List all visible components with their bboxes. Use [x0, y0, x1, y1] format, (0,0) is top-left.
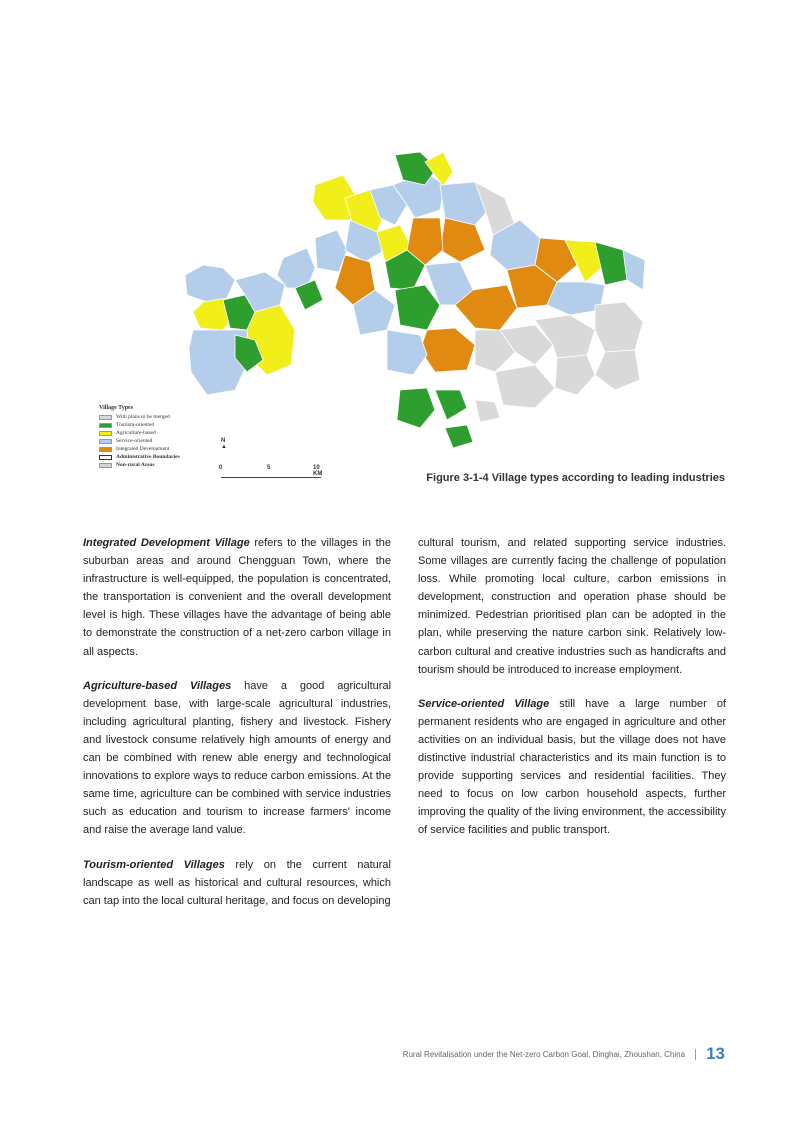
scale-end: 10 KM [313, 465, 323, 477]
term-service: Service-oriented Village [418, 697, 550, 710]
legend-swatch [99, 463, 112, 468]
legend-title: Village Types [99, 405, 134, 411]
legend-label: Service-oriented [116, 438, 153, 444]
text-tourism-cont: cultural tourism, and related supporting service industries. Some villages are currently facing the challenge of population loss. While promoting local culture, carbon emissions in development, construction and operation phase should be minimized. Pedestrian prioritised plan can be adopted in the plan, while preserving the nature carbon sink. Relatively low-carbon cultural and creative industries such as handicrafts and tourism should be introduced to increase employment. [418, 537, 726, 676]
map-region [435, 390, 467, 420]
north-arrow-icon: ▲ [221, 444, 227, 450]
north-label: N [221, 438, 226, 444]
footer-divider [695, 1049, 696, 1060]
map-region [397, 388, 435, 428]
page-number: 13 [706, 1044, 725, 1063]
legend-label: Tourism-oriented [116, 422, 155, 428]
legend-label: Administrative Boundaries [116, 454, 180, 460]
village-types-map-figure [95, 90, 735, 500]
legend-item [99, 421, 219, 429]
map-region [595, 350, 640, 390]
legend-item [99, 413, 219, 421]
figure-caption: Figure 3-1-4 Village types according to leading industries [426, 472, 725, 484]
legend-item [99, 453, 219, 461]
map-region [440, 218, 485, 262]
map-region [420, 328, 475, 372]
legend-label: With plans to be merged [116, 414, 170, 420]
legend-swatch [99, 439, 112, 444]
scale-start: 0 [219, 465, 223, 471]
map-region [555, 355, 595, 395]
legend-swatch [99, 455, 112, 460]
legend-label: Integrated Development [116, 446, 170, 452]
scale-mid: 5 [267, 465, 271, 471]
map-region [595, 302, 643, 352]
legend-label: Agriculture-based [116, 430, 156, 436]
legend-item [99, 437, 219, 445]
scale-bar [219, 465, 329, 485]
text-integrated: refers to the villages in the suburban areas and around Chengguan Town, where the infrastructure is well-equipped, the population is concentrated, the transportation is convenient and the overall development level is high. These villages have the advantage of being able to demonstrate the construction of a net-zero carbon village in all aspects. [83, 537, 391, 658]
legend-item [99, 461, 219, 469]
paragraph-agriculture [83, 677, 391, 840]
left-column [83, 534, 391, 926]
term-agriculture: Agriculture-based Villages [83, 679, 232, 692]
map-region [475, 400, 500, 422]
paragraph-tourism [83, 856, 391, 910]
term-integrated: Integrated Development Village [83, 537, 250, 549]
north-arrow [221, 438, 227, 450]
paragraph-integrated [83, 534, 391, 661]
map-region [623, 250, 645, 290]
legend-item [99, 429, 219, 437]
map-region [445, 425, 473, 448]
scale-line [221, 477, 321, 480]
map-legend [99, 405, 219, 469]
map-region [595, 242, 627, 285]
text-tourism: rely on the current natural landscape as well as historical and cultural resources, which can tap into the local cultural heritage, and focus on developing [83, 858, 391, 907]
legend-swatch [99, 415, 112, 420]
map-region [185, 265, 235, 302]
footer-title: Rural Revitalisation under the Net-zero Carbon Goal, Dinghai, Zhoushan, China [402, 1049, 686, 1059]
text-agriculture: have a good agricultural development base, with large-scale agricultural industries, including agricultural planting, fishery and livestock. Fishery and livestock consume relatively high amounts of energy and can be combined with renew able energy and technological innovations to explore ways to reduce carbon emissions. At the same time, agriculture can be combined with service industries such as education and tourism to increase farmers' income and raise the average land value. [83, 679, 392, 837]
legend-label: Non-rural Areas [116, 462, 155, 468]
map-region [387, 330, 427, 375]
page-footer [403, 1044, 725, 1064]
legend-swatch [99, 423, 112, 428]
term-tourism: Tourism-oriented Villages [83, 858, 225, 871]
text-service: still have a large number of permanent residents who are engaged in agriculture and other activities on an individual basis, but the village does not have distinctive industrial characteristics and its main function is to provide supporting services and residential facilities. They need to focus on low carbon household aspects, further improving the quality of the living environment, the accessibility of service facilities and public transport. [418, 697, 726, 837]
map-region [395, 285, 440, 330]
map-region [495, 365, 555, 408]
paragraph-tourism-cont [418, 534, 726, 679]
legend-item [99, 445, 219, 453]
paragraph-service [418, 695, 726, 840]
right-column [418, 534, 726, 856]
legend-swatch [99, 431, 112, 436]
legend-swatch [99, 447, 112, 452]
